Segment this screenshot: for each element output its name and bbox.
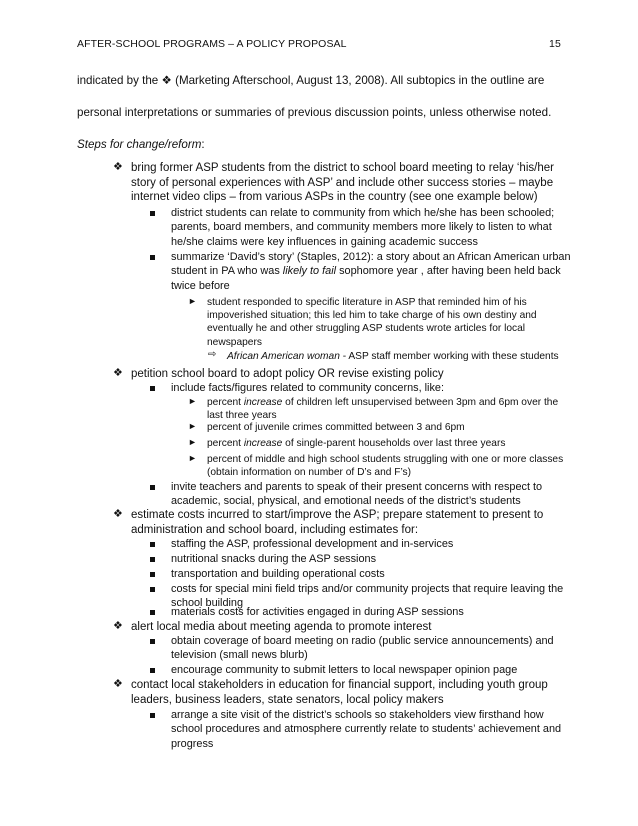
text-line: percent of middle and high school students struggling with one or more classes [207, 454, 564, 465]
square-bullet-icon [150, 557, 155, 562]
text-fragment: sophomore year , after having been held back [336, 265, 561, 278]
text-line: petition school board to adopt policy OR revise existing policy [131, 368, 444, 380]
text-fragment: of children left unsupervised between 3pm and 6pm over the [282, 397, 559, 408]
sublist-item-board-coverage [171, 634, 554, 663]
list-item-petition-board [131, 367, 444, 382]
text-line [207, 437, 505, 450]
square-bullet-icon [150, 639, 155, 644]
sublist-item-materials [171, 605, 464, 619]
diamond-bullet-icon: ❖ [113, 678, 123, 690]
text-line: bring former ASP students from the district to school board meeting to relay ‘his/her [131, 162, 554, 174]
diamond-bullet-icon: ❖ [113, 161, 123, 173]
triangle-bullet-icon: ► [188, 296, 197, 306]
square-bullet-icon [150, 713, 155, 718]
text-line: he/she claims were key influences in gaining academic success [171, 235, 478, 248]
text-emphasis: increase [243, 397, 283, 408]
text-line: include facts/figures related to community concerns, like: [171, 382, 444, 394]
sublist-item-snacks [171, 552, 376, 566]
triangle-bullet-icon: ► [188, 437, 197, 447]
square-bullet-icon [150, 572, 155, 577]
text-line [207, 396, 558, 409]
text-fragment: percent [207, 438, 244, 449]
arrow-item-staff-member [227, 350, 559, 363]
text-line: student responded to specific literature in ASP that reminded him of his [207, 297, 527, 308]
diamond-bullet-icon: ❖ [161, 74, 172, 87]
text-line: summarize ‘David’s story’ (Staples, 2012): a story about an African American urban [171, 251, 571, 263]
text-line: staffing the ASP, professional development and in-services [171, 538, 454, 550]
intro-line-1-end: (Marketing Afterschool, August 13, 2008). All subtopics in the outline are [171, 74, 545, 87]
text-line: invite teachers and parents to speak of their present concerns with respect to [171, 481, 543, 493]
text-line: encourage community to submit letters to local newspaper opinion page [171, 664, 518, 676]
list-item-contact-stakeholders [131, 678, 548, 707]
text-line: last three years [207, 410, 277, 422]
square-bullet-icon [150, 255, 155, 260]
text-line: school building [171, 597, 244, 610]
list-item-alert-media [131, 620, 431, 635]
sublist-item-students-relate [171, 206, 554, 249]
diamond-bullet-icon: ❖ [113, 367, 123, 379]
sublist-item-letters [171, 663, 517, 677]
subsublist-item-struggling-students [207, 453, 563, 479]
text-line: television (small news blurb) [171, 649, 308, 662]
diamond-bullet-icon: ❖ [113, 620, 123, 632]
text-line: newspapers [207, 336, 262, 348]
sublist-item-site-visit [171, 708, 561, 751]
sublist-item-facts-figures [171, 381, 444, 395]
square-bullet-icon [150, 610, 155, 615]
text-line [171, 264, 571, 278]
text-line: alert local media about meeting agenda to promote interest [131, 621, 432, 633]
text-line: costs for special mini field trips and/or community projects that require leaving the [171, 583, 564, 595]
triangle-bullet-icon: ► [188, 421, 197, 431]
text-fragment: of single-parent households over last three years [282, 438, 506, 449]
text-line: internet video clips – from various ASPs in the country (see one example below) [131, 191, 538, 204]
list-item-bring-students [131, 161, 554, 205]
subsublist-item-single-parent [207, 437, 505, 450]
diamond-bullet-icon: ❖ [113, 508, 123, 520]
text-line: arrange a site visit of the district’s schools so stakeholders view firsthand how [171, 709, 544, 721]
text-line: estimate costs incurred to start/improve the ASP; prepare statement to present to [131, 509, 544, 521]
sublist-item-invite-teachers [171, 480, 542, 509]
text-line: nutritional snacks during the ASP sessions [171, 553, 377, 565]
text-line: story of personal experiences with ASP’ and include other success stories – maybe [131, 176, 554, 189]
square-bullet-icon [150, 587, 155, 592]
arrow-bullet-icon: ⇨ [208, 349, 217, 360]
page-number: 15 [549, 38, 561, 50]
list-item-estimate-costs [131, 508, 543, 537]
sublist-item-davids-story [171, 250, 571, 293]
text-line: administration and school board, including estimates for: [131, 523, 419, 536]
intro-line-2: personal interpretations or summaries of previous discussion points, unless otherwise noted. [77, 106, 552, 119]
text-emphasis: African American woman [227, 351, 340, 362]
text-line: eventually he and other struggling ASP students wrote articles for local [207, 323, 526, 335]
text-line [227, 350, 559, 363]
text-line: transportation and building operational costs [171, 568, 385, 580]
section-heading-text: Steps for change/reform [77, 138, 202, 151]
running-header: AFTER-SCHOOL PROGRAMS – A POLICY PROPOSAL [77, 38, 347, 50]
text-line: (obtain information on number of D’s and F’s) [207, 467, 412, 479]
text-line: academic, social, physical, and emotional needs of the district’s students [171, 495, 521, 508]
sublist-item-transportation [171, 567, 385, 581]
triangle-bullet-icon: ► [188, 396, 197, 406]
intro-line-1 [77, 73, 544, 87]
square-bullet-icon [150, 386, 155, 391]
subsublist-item-student-responded [207, 296, 537, 349]
text-line: impoverished situation; this led him to take charge of his own destiny and [207, 310, 537, 322]
text-line: leaders, business leaders, state senators, local policy makers [131, 693, 444, 706]
text-line: percent of juvenile crimes committed between 3 and 6pm [207, 422, 465, 433]
text-fragment: - ASP staff member working with these students [339, 351, 559, 362]
triangle-bullet-icon: ► [188, 453, 197, 463]
text-line: school procedures and atmosphere currently relate to students’ achievement and [171, 723, 562, 736]
text-fragment: student in PA who was [171, 265, 283, 278]
section-heading [77, 138, 205, 151]
text-line: obtain coverage of board meeting on radio (public service announcements) and [171, 635, 554, 647]
text-line: district students can relate to community from which he/she has been schooled; [171, 207, 555, 219]
subsublist-item-unsupervised [207, 396, 558, 422]
subsublist-item-juvenile-crimes [207, 421, 465, 434]
square-bullet-icon [150, 211, 155, 216]
text-line: parents, board members, and community members more likely to listen to what [171, 221, 552, 234]
sublist-item-staffing [171, 537, 453, 551]
text-line: twice before [171, 279, 230, 292]
square-bullet-icon [150, 668, 155, 673]
text-fragment: percent [207, 397, 244, 408]
text-line: progress [171, 737, 214, 750]
heading-colon: : [201, 138, 205, 151]
square-bullet-icon [150, 485, 155, 490]
square-bullet-icon [150, 542, 155, 547]
text-emphasis: likely to fail [282, 265, 337, 278]
text-emphasis: increase [243, 438, 283, 449]
intro-line-1-start: indicated by the [77, 74, 159, 87]
text-line: materials costs for activities engaged in during ASP sessions [171, 606, 464, 618]
text-line: contact local stakeholders in education for financial support, including youth group [131, 679, 548, 691]
